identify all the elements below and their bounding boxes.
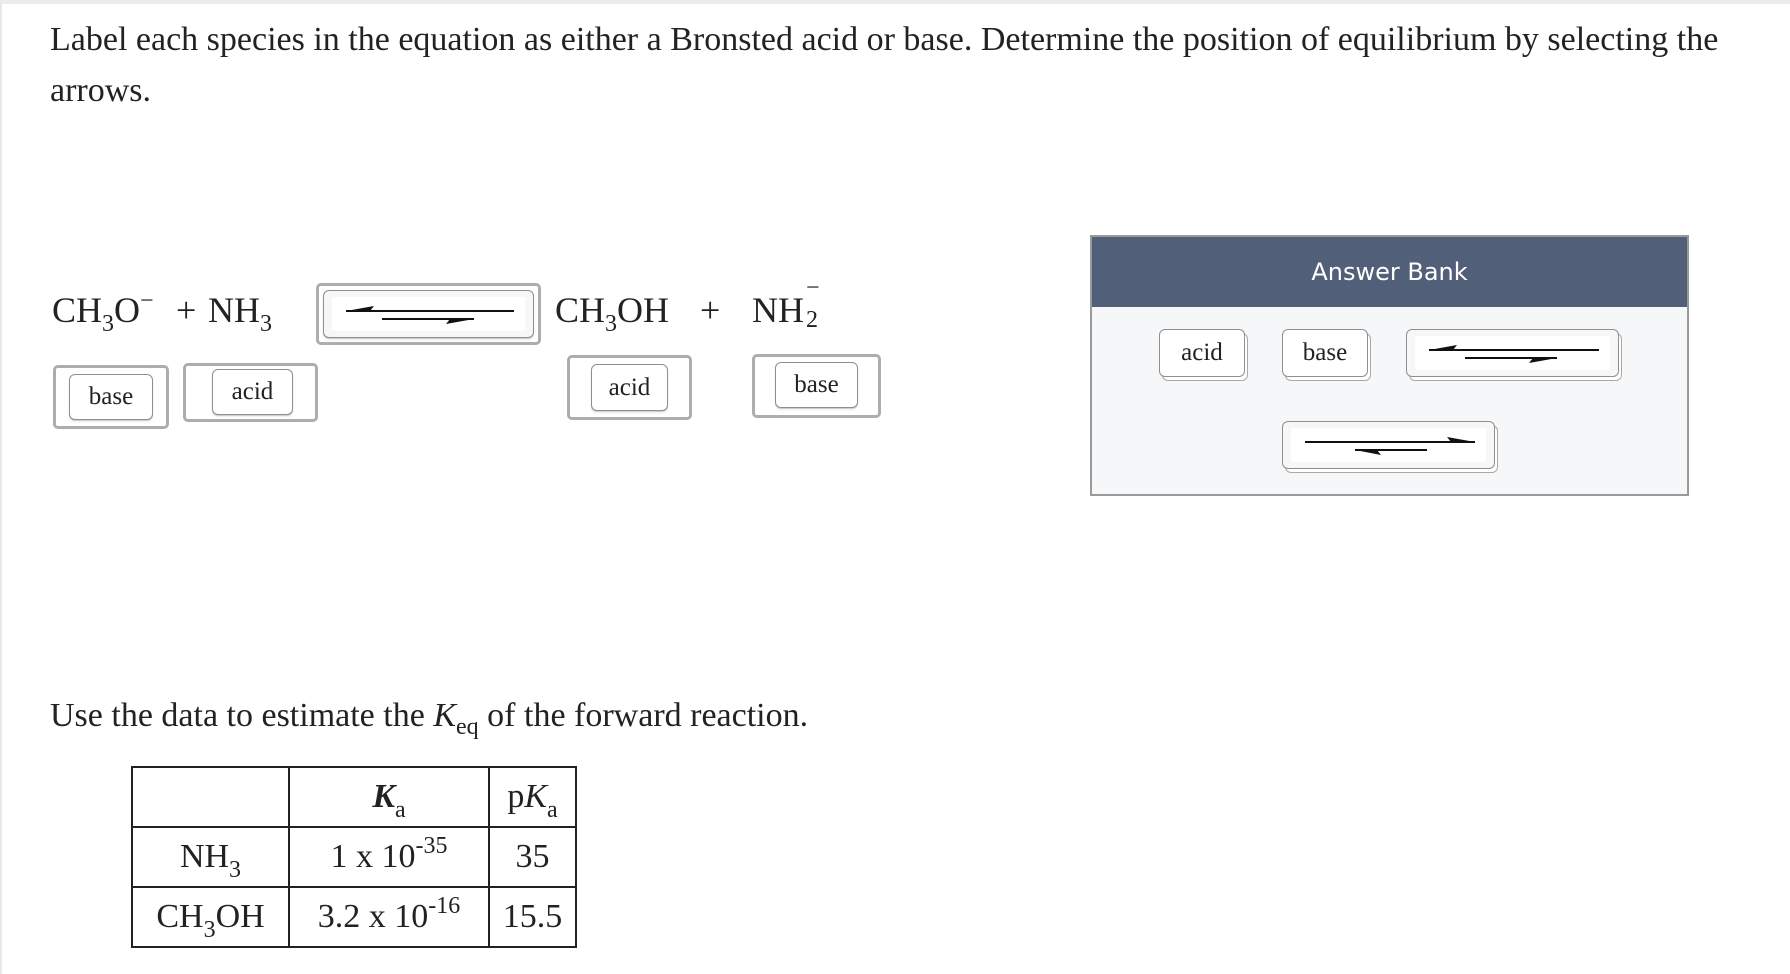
table-header-empty: [132, 767, 289, 827]
species-amide: NH − 2: [752, 275, 820, 333]
instructions-text: Label each species in the equation as either a Bronsted acid or base. Determine the position of equilibrium by selecting the arrows.: [50, 21, 1719, 109]
plus-sign-left: +: [176, 290, 197, 330]
table-row: [132, 827, 576, 887]
answer-bank-arrow-left-chip[interactable]: [1406, 329, 1619, 377]
label-target-methanol[interactable]: [567, 355, 692, 420]
table-cell-species: $CH_3OH$: [132, 887, 289, 947]
table-header-pka: $pK_a$: [489, 767, 576, 827]
label-target-amide[interactable]: [752, 354, 881, 418]
species-ammonia: $NH_3$: [208, 290, 272, 337]
table-cell-pka: 15.5: [489, 887, 576, 947]
top-border: [0, 0, 1790, 4]
table-cell-pka: 35: [489, 827, 576, 887]
label-target-ammonia[interactable]: [183, 363, 318, 422]
ka-data-table: [131, 766, 577, 948]
placed-label-chip[interactable]: acid: [591, 364, 668, 411]
placed-label-chip[interactable]: base: [775, 362, 858, 408]
keq-prompt: Use the data to estimate the $K_{eq}$ of the forward reaction.: [50, 697, 809, 740]
answer-bank-title: Answer Bank: [1092, 237, 1687, 307]
table-header-row: [132, 767, 576, 827]
equilibrium-arrow-favor-left-icon: [324, 291, 535, 339]
table-row: [132, 887, 576, 947]
placed-arrow-chip[interactable]: [323, 290, 534, 338]
placed-label-chip[interactable]: base: [69, 374, 153, 420]
label-target-methoxide[interactable]: [53, 365, 169, 429]
equilibrium-arrow-favor-right-icon: [1283, 422, 1496, 470]
plus-sign-right: +: [700, 290, 721, 330]
left-border: [0, 0, 2, 974]
answer-bank-arrow-right-chip[interactable]: [1282, 421, 1495, 469]
answer-bank: [1090, 235, 1689, 496]
placed-label-chip[interactable]: acid: [212, 369, 293, 415]
table-cell-ka: 3.2 x $10^{-16}$: [289, 887, 489, 947]
arrow-drop-target[interactable]: [316, 283, 541, 345]
species-methoxide: $CH_3O^-$: [52, 288, 154, 337]
table-cell-ka: 1 x $10^{-35}$: [289, 827, 489, 887]
answer-bank-acid-chip[interactable]: acid: [1159, 329, 1245, 377]
species-methanol: $CH_3OH$: [555, 290, 670, 337]
equilibrium-arrow-favor-left-icon: [1407, 330, 1620, 378]
table-header-ka: $K_a$: [289, 767, 489, 827]
answer-bank-base-chip[interactable]: base: [1282, 329, 1368, 377]
table-cell-species: $NH_3$: [132, 827, 289, 887]
